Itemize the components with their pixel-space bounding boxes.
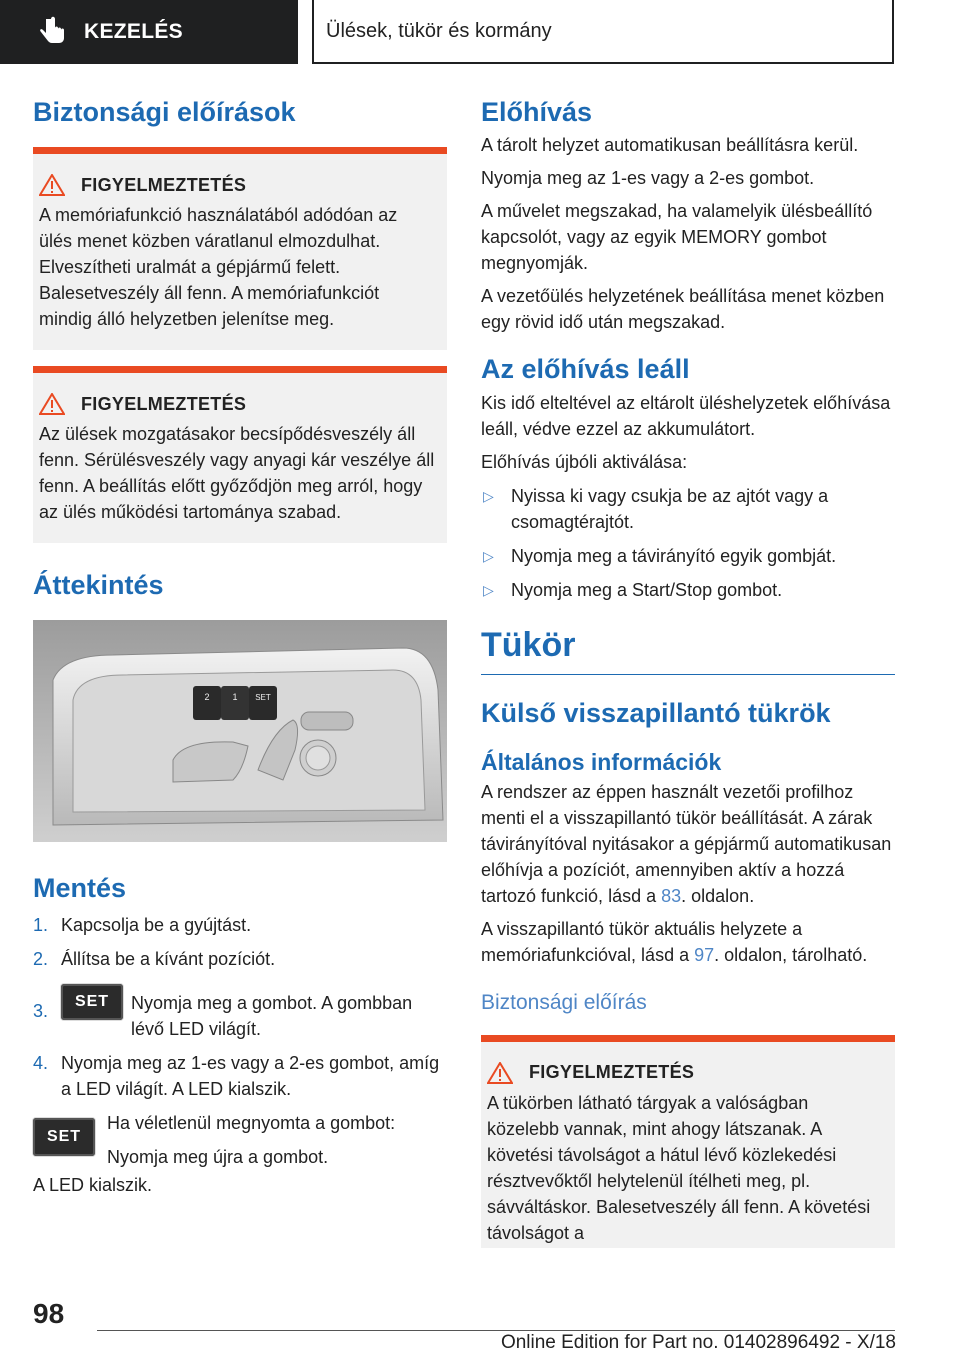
accidental-press-note: SET Ha véletlenül megnyomta a gombot: Nyomja meg újra a gombot. xyxy=(33,1110,447,1170)
list-item: 2. Állítsa be a kívánt pozíciót. xyxy=(33,949,276,970)
warning-triangle-icon xyxy=(39,393,65,415)
hand-pointer-icon xyxy=(36,15,70,49)
safety-heading: Biztonsági előírások xyxy=(33,97,296,127)
right-column: Előhívás A tárolt helyzet automatikusan beállításra kerül. Nyomja meg az 1-es vagy a 2-es gombot. A művelet megszakad, ha valamelyik ülésbeállító kapcsolót, vagy az egyik MEMORY gombot megnyomják. A vezetőülés helyzetének beállítása menet közben egy rövid idő után megszakad. Az előhívás leáll Kis idő elteltével az eltárolt üléshelyzetek előhívása leáll, védve ezzel az akkumulátort. Előhívás újbóli aktiválása: ▷ Nyissa ki vagy csukja be az ajtót vagy a csomagtérajtót. ▷ Nyomja meg a távirányító egyik gombját. ▷ Nyomja meg a Start/Stop gombot. Tükör Külső visszapillantó tükrök Általános információk A rendszer az éppen használt vezetői profilhoz menti el a visszapillantó tükör beállítását. A zárak távirányítóval nyitásakor a gépjármű automatikusan előhívja a pozíciót, amennyiben aktív a hozzá tartozó funkció, lásd a 83. oldalon. A visszapillantó tükör aktuális helyzete a memóriafunkcióval, lásd a 97. oldalon, tárolható. Biztonsági előírás FIGYELMEZTETÉS A tükörben látható tárgyak a valóságban közelebb vannak, mint ahogy látszanak. A követési távolságot a hátul lévő közlekedési résztvevőktől helytelenül ítélheti meg, pl. sávváltáskor. Balesetveszély áll fenn. A követési távolságot a xyxy=(481,96,895,1248)
warning-text: A tükörben látható tárgyak a valóságban közelebb vannak, mint ahogy látszanak. A követési távolságot a hátul lévő közlekedési résztvevőktől helytelenül ítélheti meg, pl. sávváltáskor. Balesetveszély áll fenn. A követési távolságot a xyxy=(487,1092,871,1243)
warning-title: FIGYELMEZTETÉS xyxy=(81,174,247,195)
warning-title: FIGYELMEZTETÉS xyxy=(529,1062,695,1083)
warning-box-2 xyxy=(33,366,447,543)
warning-triangle-icon xyxy=(39,174,65,196)
memory-info-text: A visszapillantó tükör aktuális helyzete a memóriafunkcióval, lásd a 97. oldalon, tárolható. xyxy=(481,918,868,965)
recall-stop-heading: Az előhívás leáll xyxy=(481,354,690,385)
exterior-mirrors-heading: Külső visszapillantó tükrök xyxy=(481,697,831,728)
footer-divider xyxy=(97,1330,895,1331)
led-off-text: A LED kialszik. xyxy=(33,1175,153,1196)
seat-control-illustration xyxy=(33,620,447,842)
section-label: KEZELÉS xyxy=(84,20,183,43)
list-item: 4. Nyomja meg az 1-es vagy a 2-es gombot, amíg a LED világít. A LED kialszik. xyxy=(33,1053,440,1100)
overview-heading: Áttekintés xyxy=(33,570,164,601)
warning-triangle-icon xyxy=(487,1062,513,1084)
triangle-right-icon: ▷ xyxy=(483,487,494,504)
seat-button-label: 2 xyxy=(204,691,210,702)
warning-text: A memóriafunkció használatából adódóan az ülés menet közben váratlanul elmozdulhat. Elveszítheti uralmát a gépjármű felett. Balesetveszély áll fenn. A memóriafunkciót mindig álló helyzetben jelenítse meg. xyxy=(39,205,398,330)
seat-button-label: SET xyxy=(255,692,271,702)
section-tab xyxy=(0,0,298,64)
memory-buttons xyxy=(193,686,277,720)
list-item: ▷ Nyomja meg a Start/Stop gombot. xyxy=(481,577,895,603)
list-item: ▷ Nyomja meg a távirányító egyik gombját. xyxy=(481,543,895,569)
general-info-text: A rendszer az éppen használt vezetői profilhoz menti el a visszapillantó tükör beállítását. A zárak távirányítóval nyitásakor a gépjármű automatikusan előhívja a pozíciót, amennyiben aktív a hozzá tartozó funkció, lásd a 83. oldalon. xyxy=(481,781,892,906)
reactivation-list xyxy=(481,483,895,603)
page-number: 98 xyxy=(33,1298,65,1329)
triangle-right-icon: ▷ xyxy=(483,547,494,564)
warning-box-1 xyxy=(33,147,447,350)
list-item: ▷ Nyissa ki vagy csukja be az ajtót vagy a csomagtérajtót. xyxy=(481,483,895,535)
recall-heading: Előhívás xyxy=(481,97,593,127)
mirror-heading: Tükör xyxy=(481,625,576,664)
chapter-label: Ülések, tükör és kormány xyxy=(326,19,552,42)
general-info-heading: Általános információk xyxy=(481,748,722,775)
set-button-icon: SET xyxy=(61,984,123,1020)
save-steps xyxy=(33,912,447,1102)
left-column xyxy=(33,96,447,1198)
list-item: 3. SET Nyomja meg a gombot. A gombban lévő LED világít. xyxy=(33,984,447,1042)
safety-subheading: Biztonsági előírás xyxy=(481,990,647,1014)
chapter-tab xyxy=(312,0,894,64)
set-button-icon: SET xyxy=(33,1118,95,1156)
warning-text: Az ülések mozgatásakor becsípődésveszély áll fenn. Sérülésveszély vagy anyagi kár veszélye áll fenn. A beállítás előtt győződjön meg arról, hogy az ülés működési tartománya szabad. xyxy=(39,424,435,523)
warning-title: FIGYELMEZTETÉS xyxy=(81,393,247,414)
page-link[interactable]: 97 xyxy=(694,944,715,965)
warning-box-3 xyxy=(481,1035,895,1248)
edition-text: Online Edition for Part no. 01402896492 - X/18 xyxy=(500,1332,896,1353)
page-link[interactable]: 83 xyxy=(661,885,682,906)
list-item: 1. Kapcsolja be a gyújtást. xyxy=(33,915,252,936)
triangle-right-icon: ▷ xyxy=(483,581,494,598)
seat-button-label: 1 xyxy=(232,691,238,702)
save-heading: Mentés xyxy=(33,872,127,903)
heading-rule xyxy=(481,674,895,675)
